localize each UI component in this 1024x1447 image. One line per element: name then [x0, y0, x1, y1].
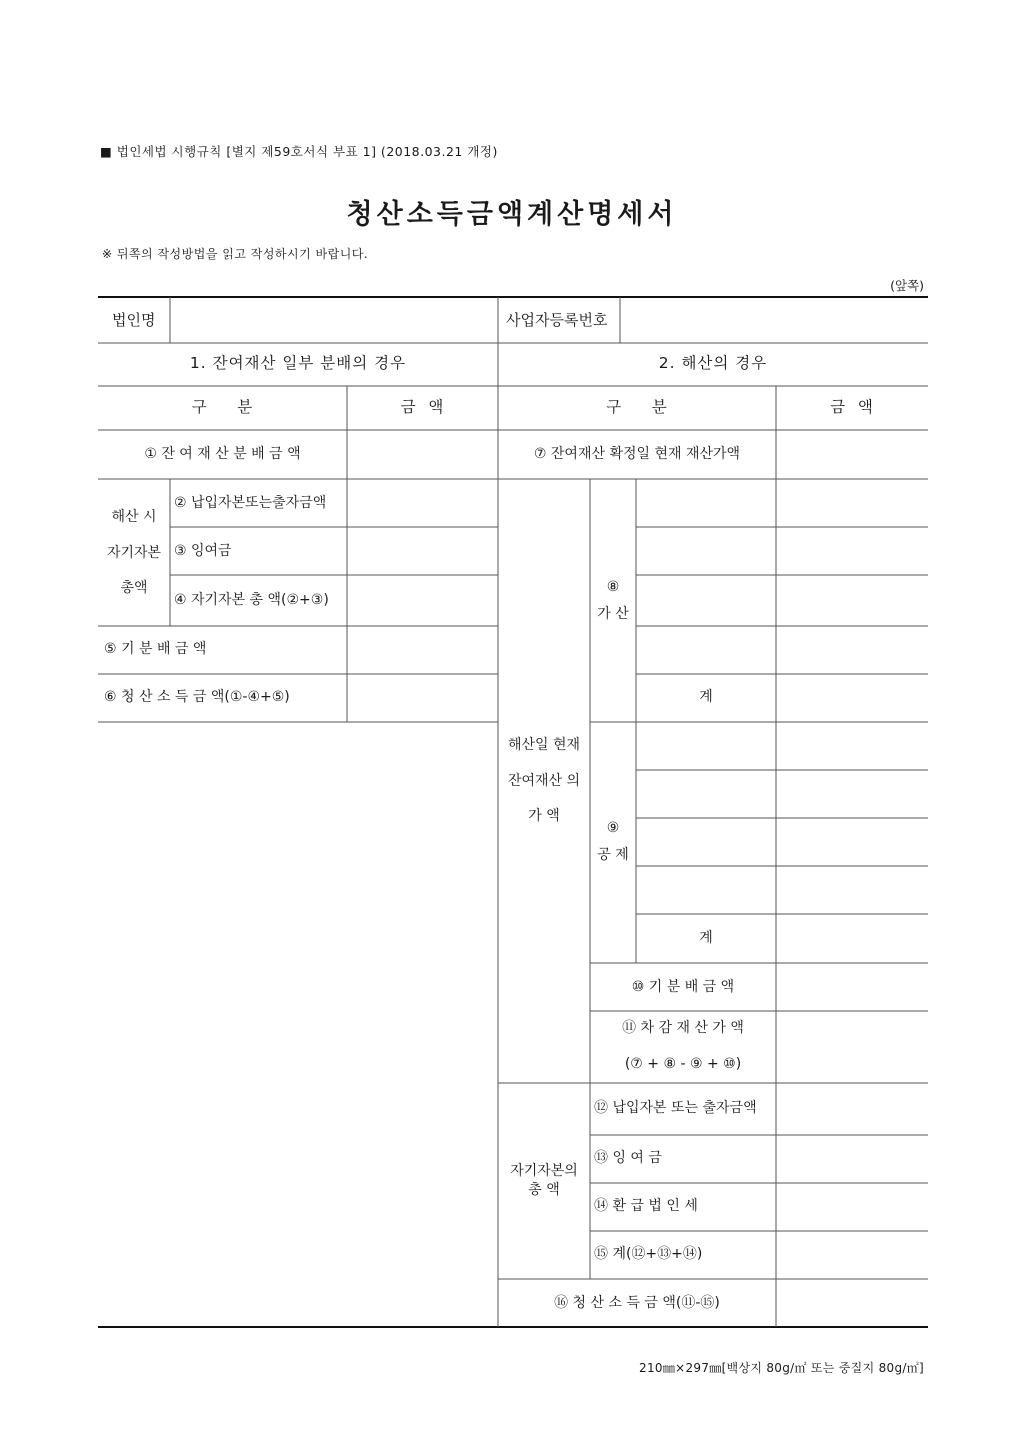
left-category-header: 구 분	[191, 398, 254, 416]
addition-item3-amount[interactable]	[778, 577, 926, 624]
row3-amount-field[interactable]	[349, 529, 496, 573]
addition-item3-field[interactable]	[638, 577, 774, 624]
row1-label: ① 잔 여 재 산 분 배 금 액	[144, 446, 301, 462]
row13-amount-field[interactable]	[778, 1137, 926, 1181]
form-title: 청산소득금액계산명세서	[346, 199, 678, 230]
row4-amount-field[interactable]	[349, 577, 496, 624]
left-amount-header: 금 액	[400, 398, 445, 416]
deduction-item1-amount[interactable]	[778, 724, 926, 768]
section1-title: 1. 잔여재산 일부 분배의 경우	[189, 354, 407, 372]
row6-label: ⑥ 청 산 소 득 금 액(①-④+⑤)	[104, 689, 290, 705]
deduction-number: ⑨	[606, 820, 620, 836]
equity-group-label-3: 총액	[120, 580, 148, 596]
row15-label: ⑮ 계(⑫+⑬+⑭)	[594, 1246, 703, 1262]
residual-group-label-1: 해산일 현재	[507, 737, 581, 753]
row16-label: ⑯ 청 산 소 득 금 액(⑪-⑮)	[554, 1295, 720, 1311]
addition-label: 가 산	[597, 606, 629, 622]
addition-item4-field[interactable]	[638, 628, 774, 672]
deduction-item4-field[interactable]	[638, 868, 774, 912]
row13-label: ⑬ 잉 여 금	[594, 1150, 662, 1166]
deduction-total-label: 계	[699, 930, 713, 946]
right-amount-header: 금 액	[830, 398, 874, 416]
row5-amount-field[interactable]	[349, 628, 496, 672]
addition-item2-field[interactable]	[638, 529, 774, 573]
row2-label: ② 납입자본또는출자금액	[174, 495, 327, 511]
row11-amount-field[interactable]	[778, 1013, 926, 1081]
residual-group-label-3: 가 액	[528, 808, 560, 824]
row3-label: ③ 잉여금	[174, 543, 232, 559]
instruction-notice: ※ 뒤쪽의 작성방법을 읽고 작성하시기 바랍니다.	[102, 247, 369, 261]
row7-amount-field[interactable]	[778, 432, 926, 477]
row4-label: ④ 자기자본 총 액(②+③)	[174, 592, 329, 608]
deduction-item3-amount[interactable]	[778, 820, 926, 864]
addition-item2-amount[interactable]	[778, 529, 926, 573]
row15-amount-field[interactable]	[778, 1233, 926, 1277]
row11-formula: (⑦ + ⑧ - ⑨ + ⑩)	[624, 1056, 742, 1072]
addition-item4-amount[interactable]	[778, 628, 926, 672]
biz-reg-number-label: 사업자등록번호	[506, 311, 608, 329]
deduction-label: 공 제	[597, 847, 629, 863]
form-reference: ■ 법인세법 시행규칙 [별지 제59호서식 부표 1] (2018.03.21 개정)	[100, 144, 498, 159]
equity-group-label-1: 해산 시	[111, 509, 157, 525]
equity-total-label-1: 자기자본의	[510, 1163, 578, 1179]
deduction-item4-amount[interactable]	[778, 868, 926, 912]
deduction-item1-field[interactable]	[638, 724, 774, 768]
paper-spec: 210㎜×297㎜[백상지 80g/㎡ 또는 중질지 80g/㎡]	[639, 1361, 924, 1375]
addition-item1-amount[interactable]	[778, 481, 926, 525]
row14-amount-field[interactable]	[778, 1185, 926, 1229]
row12-label: ⑫ 납입자본 또는 출자금액	[594, 1100, 757, 1116]
deduction-item2-field[interactable]	[638, 772, 774, 816]
residual-group-label-2: 잔여재산 의	[507, 773, 581, 789]
addition-number: ⑧	[606, 579, 620, 595]
addition-total-amount[interactable]	[778, 676, 926, 720]
row1-amount-field[interactable]	[349, 432, 496, 477]
corp-name-label: 법인명	[112, 311, 156, 329]
section2-title: 2. 해산의 경우	[658, 354, 768, 372]
deduction-item2-amount[interactable]	[778, 772, 926, 816]
row11-label: ⑪ 차 감 재 산 가 액	[622, 1020, 744, 1036]
page-side-label: (앞쪽)	[890, 278, 924, 293]
deduction-total-amount[interactable]	[778, 916, 926, 961]
row10-amount-field[interactable]	[778, 965, 926, 1009]
row10-label: ⑩ 기 분 배 금 액	[631, 979, 735, 995]
right-category-header: 구 분	[606, 398, 668, 416]
addition-item1-field[interactable]	[638, 481, 774, 525]
row12-amount-field[interactable]	[778, 1085, 926, 1133]
row2-amount-field[interactable]	[349, 481, 496, 525]
addition-total-label: 계	[699, 689, 713, 705]
row16-amount-field[interactable]	[778, 1281, 926, 1325]
row6-amount-field[interactable]	[349, 676, 496, 720]
equity-total-label-2: 총 액	[528, 1182, 560, 1198]
row7-label: ⑦ 잔여재산 확정일 현재 재산가액	[533, 446, 741, 462]
row5-label: ⑤ 기 분 배 금 액	[104, 641, 207, 657]
deduction-item3-field[interactable]	[638, 820, 774, 864]
biz-reg-number-field[interactable]	[622, 299, 926, 341]
corp-name-field[interactable]	[172, 299, 496, 341]
row14-label: ⑭ 환 급 법 인 세	[594, 1198, 698, 1214]
equity-group-label-2: 자기자본	[106, 545, 162, 561]
